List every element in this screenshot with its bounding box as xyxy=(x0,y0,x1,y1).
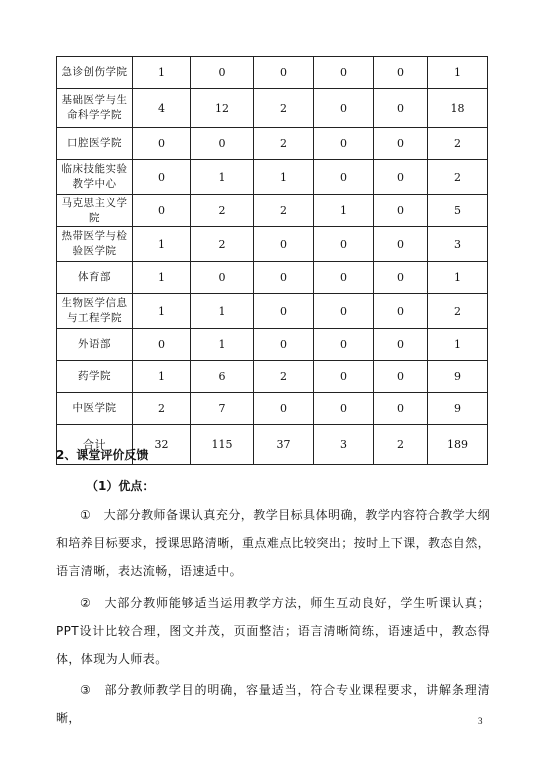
table-cell: 0 xyxy=(191,57,254,89)
table-cell: 0 xyxy=(191,262,254,294)
table-cell: 2 xyxy=(254,361,314,393)
table-cell: 0 xyxy=(314,57,374,89)
table-cell: 0 xyxy=(314,294,374,329)
table-row xyxy=(57,329,488,361)
table-cell: 0 xyxy=(314,262,374,294)
table-cell: 1 xyxy=(428,262,488,294)
statistics-table xyxy=(56,56,488,465)
table-cell: 0 xyxy=(254,294,314,329)
table-cell: 2 xyxy=(191,227,254,262)
table-cell: 0 xyxy=(314,393,374,425)
table-cell: 0 xyxy=(374,195,428,227)
table-cell: 2 xyxy=(254,195,314,227)
table-cell: 0 xyxy=(374,128,428,160)
table-cell: 6 xyxy=(191,361,254,393)
table-cell: 0 xyxy=(133,195,191,227)
table-cell: 0 xyxy=(374,393,428,425)
table-cell: 32 xyxy=(133,425,191,465)
table-cell: 0 xyxy=(314,227,374,262)
table-cell: 1 xyxy=(314,195,374,227)
table-cell: 1 xyxy=(133,57,191,89)
table-cell: 1 xyxy=(254,160,314,195)
table-cell: 0 xyxy=(374,57,428,89)
row-label: 合计 xyxy=(57,425,133,465)
table-cell: 1 xyxy=(133,227,191,262)
table-cell: 0 xyxy=(374,227,428,262)
table-row xyxy=(57,57,488,89)
table-cell: 2 xyxy=(428,294,488,329)
table-cell: 1 xyxy=(191,160,254,195)
table-cell: 2 xyxy=(254,89,314,128)
table-cell: 115 xyxy=(191,425,254,465)
table-cell: 1 xyxy=(191,329,254,361)
table-cell: 4 xyxy=(133,89,191,128)
table-cell: 0 xyxy=(254,57,314,89)
table-cell: 0 xyxy=(133,128,191,160)
row-label: 生物医学信息与工程学院 xyxy=(57,294,133,329)
table-cell: 2 xyxy=(254,128,314,160)
row-label: 急诊创伤学院 xyxy=(57,57,133,89)
table-cell: 18 xyxy=(428,89,488,128)
section-subheading: （1）优点： xyxy=(86,479,155,493)
table-row xyxy=(57,128,488,160)
table-row xyxy=(57,294,488,329)
table-cell: 9 xyxy=(428,361,488,393)
table-cell: 2 xyxy=(191,195,254,227)
table-cell: 0 xyxy=(191,128,254,160)
table-cell: 2 xyxy=(374,425,428,465)
table-cell: 0 xyxy=(314,128,374,160)
paragraph-2: ② 大部分教师能够适当运用教学方法，师生互动良好，学生听课认真；PPT设计比较合理，图文并茂，页面整洁；语言清晰简练，语速适中，教态得体，体现为人师表。 xyxy=(56,596,490,666)
table-cell: 0 xyxy=(133,160,191,195)
table-cell: 0 xyxy=(374,89,428,128)
table-row xyxy=(57,89,488,128)
table-cell: 5 xyxy=(428,195,488,227)
table-cell: 1 xyxy=(428,57,488,89)
section-heading: 2、课堂评价反馈 xyxy=(56,448,149,462)
paragraph-1: ① 大部分教师备课认真充分，教学目标具体明确，教学内容符合教学大纲和培养目标要求，授课思路清晰，重点难点比较突出；按时上下课，教态自然，语言清晰，表达流畅，语速适中。 xyxy=(56,508,491,578)
table-row xyxy=(57,227,488,262)
row-label: 基础医学与生命科学学院 xyxy=(57,89,133,128)
table-cell: 1 xyxy=(133,262,191,294)
table-row xyxy=(57,195,488,227)
row-label: 中医学院 xyxy=(57,393,133,425)
page-number: 3 xyxy=(478,716,483,726)
table-row xyxy=(57,160,488,195)
table-cell: 9 xyxy=(428,393,488,425)
table-cell: 0 xyxy=(314,329,374,361)
row-label: 体育部 xyxy=(57,262,133,294)
table-cell: 1 xyxy=(133,294,191,329)
table-cell: 0 xyxy=(314,89,374,128)
table-row xyxy=(57,262,488,294)
table-cell: 0 xyxy=(254,227,314,262)
row-label: 临床技能实验教学中心 xyxy=(57,160,133,195)
table-cell: 2 xyxy=(428,160,488,195)
table-cell: 1 xyxy=(191,294,254,329)
table-cell: 2 xyxy=(428,128,488,160)
table-row xyxy=(57,393,488,425)
table-cell: 1 xyxy=(428,329,488,361)
table-cell: 2 xyxy=(133,393,191,425)
table-cell: 1 xyxy=(133,361,191,393)
table-cell: 0 xyxy=(254,393,314,425)
table-cell: 189 xyxy=(428,425,488,465)
row-label: 外语部 xyxy=(57,329,133,361)
table-cell: 7 xyxy=(191,393,254,425)
table-cell: 0 xyxy=(374,329,428,361)
table-cell: 0 xyxy=(374,361,428,393)
table-cell: 0 xyxy=(254,262,314,294)
table-cell: 12 xyxy=(191,89,254,128)
table-cell: 0 xyxy=(374,160,428,195)
table-cell: 3 xyxy=(314,425,374,465)
table-cell: 0 xyxy=(314,361,374,393)
table-cell: 0 xyxy=(374,294,428,329)
table-cell: 37 xyxy=(254,425,314,465)
paragraph-3: ③ 部分教师教学目的明确，容量适当，符合专业课程要求，讲解条理清晰， xyxy=(56,683,490,725)
table-cell: 0 xyxy=(374,262,428,294)
table-row xyxy=(57,361,488,393)
row-label: 口腔医学院 xyxy=(57,128,133,160)
row-label: 药学院 xyxy=(57,361,133,393)
row-label: 热带医学与检验医学院 xyxy=(57,227,133,262)
table-cell: 0 xyxy=(133,329,191,361)
table-cell: 3 xyxy=(428,227,488,262)
row-label: 马克思主义学院 xyxy=(57,195,133,227)
table-cell: 0 xyxy=(314,160,374,195)
table-cell: 0 xyxy=(254,329,314,361)
